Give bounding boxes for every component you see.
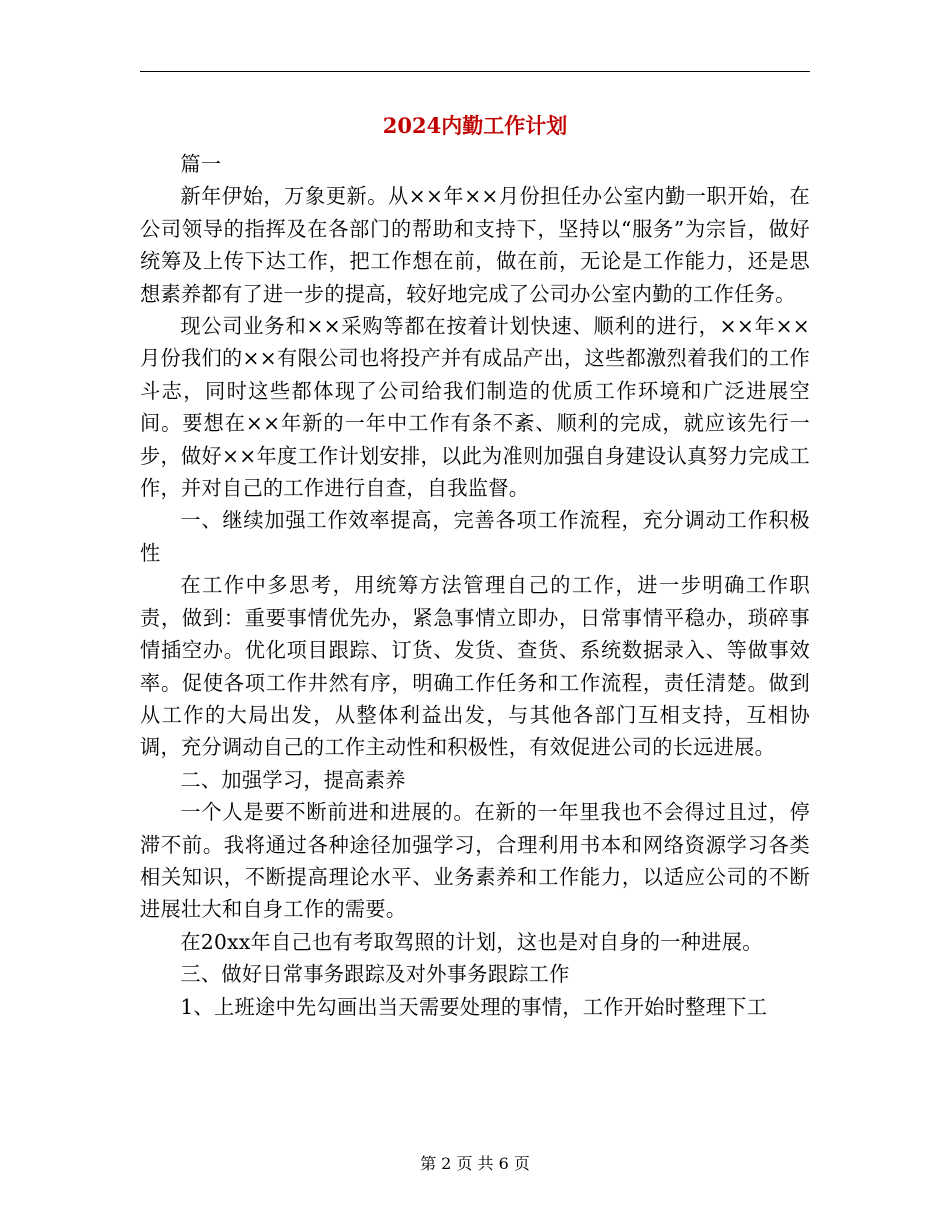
header-rule [140,71,810,72]
paragraph: 现公司业务和××采购等都在按着计划快速、顺利的进行，××年××月份我们的××有限公司也将投产并有成品产出，这些都激烈着我们的工作斗志，同时这些都体现了公司给我们制造的优质工作环境和广泛进展空间。要想在××年新的一年中工作有条不紊、顺利的完成，就应该先行一步，做好××年度工作计划安排，以此为准则加强自身建设认真努力完成工作，并对自己的工作进行自查，自我监督。 [140,314,810,501]
paragraph: 在工作中多思考，用统筹方法管理自己的工作，进一步明确工作职责，做到：重要事情优先办，紧急事情立即办，日常事情平稳办，琐碎事情插空办。优化项目跟踪、订货、发货、查货、系统数据录入、等做事效率。促使各项工作井然有序，明确工作任务和工作流程，责任清楚。做到从工作的大局出发，从整体利益出发，与其他各部门互相支持，互相协调，充分调动自己的工作主动性和积极性，有效促进公司的长远进展。 [140,573,810,760]
paragraph: 在20xx年自己也有考取驾照的计划，这也是对自身的一种进展。 [180,929,763,954]
section-heading: 二、加强学习，提高素养 [180,767,406,792]
paragraph: 1、上班途中先勾画出当天需要处理的事情，工作开始时整理下工 [180,994,768,1019]
section-heading: 一、继续加强工作效率提高，完善各项工作流程，充分调动工作积极性 [140,508,810,565]
section-heading: 三、做好日常事务跟踪及对外事务跟踪工作 [180,962,570,987]
paragraph: 一个人是要不断前进和进展的。在新的一年里我也不会得过且过，停滞不前。我将通过各种途径加强学习，合理利用书本和网络资源学习各类相关知识，不断提高理论水平、业务素养和工作能力，以适应公司的不断进展壮大和自身工作的需要。 [140,800,810,922]
page-number: 第 2 页 共 6 页 [420,1154,530,1173]
section-label: 篇一 [180,152,222,176]
document-title: 2024内勤工作计划 [382,113,568,138]
document-body [140,148,810,1023]
paragraph: 新年伊始，万象更新。从××年××月份担任办公室内勤一职开始，在公司领导的指挥及在各部门的帮助和支持下，坚持以“服务”为宗旨，做好统筹及上传下达工作，把工作想在前，做在前，无论是工作能力，还是思想素养都有了进一步的提高，较好地完成了公司办公室内勤的工作任务。 [140,184,810,306]
